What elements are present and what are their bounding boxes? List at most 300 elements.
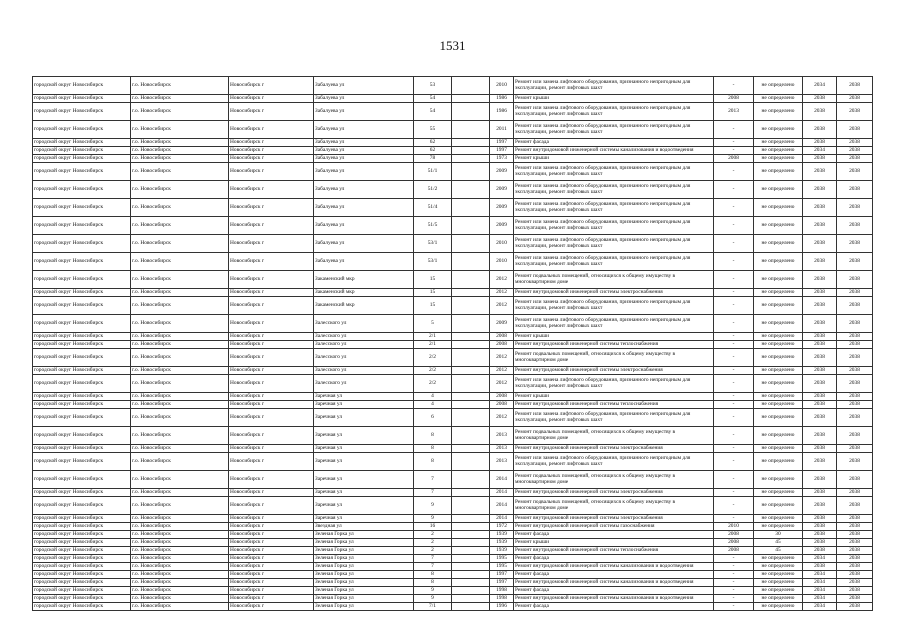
plan-end-cell: 2038	[837, 235, 873, 253]
municipality-cell: городской округ Новосибирск	[33, 139, 131, 147]
street-cell: Зеленая Горка ул	[314, 603, 414, 611]
city-cell: Новосибирск г	[229, 595, 314, 603]
district-cell: г.о. Новосибирск	[131, 95, 229, 103]
table-row	[33, 349, 873, 367]
city-cell: Новосибирск г	[229, 253, 314, 271]
city-cell: Новосибирск г	[229, 471, 314, 489]
last-repair-year-cell: 2008	[714, 155, 754, 163]
table-row	[33, 341, 873, 349]
street-cell: Зеленая Горка ул	[314, 531, 414, 539]
last-repair-year-cell: -	[714, 579, 754, 587]
plan-start-cell: 2038	[803, 515, 837, 523]
city-cell: Новосибирск г	[229, 401, 314, 409]
extra-cell	[452, 579, 490, 587]
district-cell: г.о. Новосибирск	[131, 523, 229, 531]
city-cell: Новосибирск г	[229, 603, 314, 611]
last-repair-year-cell: -	[714, 77, 754, 95]
municipality-cell: городской округ Новосибирск	[33, 121, 131, 139]
municipality-cell: городской округ Новосибирск	[33, 471, 131, 489]
plan-start-cell: 2038	[803, 199, 837, 217]
work-type-cell: Ремонт или замена лифтового оборудования, признанного непригодным для эксплуатации, ремонт лифтовых шахт	[514, 375, 714, 393]
extra-cell	[452, 199, 490, 217]
build-year-cell: 2010	[490, 235, 514, 253]
municipality-cell: городской округ Новосибирск	[33, 523, 131, 531]
street-cell: Забалуева ул	[314, 163, 414, 181]
house-number-cell: 62	[414, 147, 452, 155]
house-number-cell: 16	[414, 523, 452, 531]
wear-cell: не определено	[754, 393, 803, 401]
house-number-cell: 8	[414, 427, 452, 445]
city-cell: Новосибирск г	[229, 453, 314, 471]
city-cell: Новосибирск г	[229, 497, 314, 515]
district-cell: г.о. Новосибирск	[131, 453, 229, 471]
last-repair-year-cell: -	[714, 333, 754, 341]
plan-start-cell: 2038	[803, 139, 837, 147]
capital-repair-table	[32, 76, 873, 611]
city-cell: Новосибирск г	[229, 523, 314, 531]
last-repair-year-cell: -	[714, 349, 754, 367]
district-cell: г.о. Новосибирск	[131, 445, 229, 453]
plan-end-cell: 2038	[837, 515, 873, 523]
last-repair-year-cell: -	[714, 181, 754, 199]
plan-start-cell: 2038	[803, 289, 837, 297]
plan-start-cell: 2034	[803, 579, 837, 587]
city-cell: Новосибирск г	[229, 579, 314, 587]
work-type-cell: Ремонт фасада	[514, 139, 714, 147]
table-row	[33, 531, 873, 539]
plan-start-cell: 2034	[803, 603, 837, 611]
house-number-cell: 53	[414, 77, 452, 95]
extra-cell	[452, 409, 490, 427]
build-year-cell: 1972	[490, 523, 514, 531]
city-cell: Новосибирск г	[229, 341, 314, 349]
extra-cell	[452, 333, 490, 341]
last-repair-year-cell: -	[714, 163, 754, 181]
municipality-cell: городской округ Новосибирск	[33, 595, 131, 603]
table-row	[33, 427, 873, 445]
extra-cell	[452, 497, 490, 515]
wear-cell: не определено	[754, 453, 803, 471]
work-type-cell: Ремонт или замена лифтового оборудования, признанного непригодным для эксплуатации, ремонт лифтовых шахт	[514, 199, 714, 217]
last-repair-year-cell: 2013	[714, 103, 754, 121]
build-year-cell: 1973	[490, 155, 514, 163]
city-cell: Новосибирск г	[229, 235, 314, 253]
extra-cell	[452, 95, 490, 103]
plan-start-cell: 2038	[803, 375, 837, 393]
plan-start-cell: 2034	[803, 555, 837, 563]
last-repair-year-cell: -	[714, 603, 754, 611]
municipality-cell: городской округ Новосибирск	[33, 349, 131, 367]
plan-end-cell: 2038	[837, 531, 873, 539]
district-cell: г.о. Новосибирск	[131, 271, 229, 289]
street-cell: Забалуева ул	[314, 147, 414, 155]
work-type-cell: Ремонт крыши	[514, 155, 714, 163]
wear-cell: не определено	[754, 199, 803, 217]
city-cell: Новосибирск г	[229, 515, 314, 523]
wear-cell: не определено	[754, 77, 803, 95]
last-repair-year-cell: -	[714, 367, 754, 375]
extra-cell	[452, 453, 490, 471]
city-cell: Новосибирск г	[229, 587, 314, 595]
table-row	[33, 271, 873, 289]
plan-start-cell: 2034	[803, 571, 837, 579]
extra-cell	[452, 181, 490, 199]
build-year-cell: 1995	[490, 555, 514, 563]
wear-cell: не определено	[754, 595, 803, 603]
build-year-cell: 1939	[490, 547, 514, 555]
work-type-cell: Ремонт крыши	[514, 333, 714, 341]
plan-start-cell: 2038	[803, 349, 837, 367]
work-type-cell: Ремонт подвальных помещений, относящихся к общему имуществу в многоквартирном доме	[514, 471, 714, 489]
work-type-cell: Ремонт или замена лифтового оборудования, признанного непригодным для эксплуатации, ремонт лифтовых шахт	[514, 181, 714, 199]
build-year-cell: 2014	[490, 471, 514, 489]
table-row	[33, 155, 873, 163]
table-row	[33, 139, 873, 147]
plan-end-cell: 2038	[837, 497, 873, 515]
work-type-cell: Ремонт подвальных помещений, относящихся к общему имуществу в многоквартирном доме	[514, 349, 714, 367]
municipality-cell: городской округ Новосибирск	[33, 563, 131, 571]
house-number-cell: 7	[414, 489, 452, 497]
build-year-cell: 2014	[490, 489, 514, 497]
district-cell: г.о. Новосибирск	[131, 367, 229, 375]
work-type-cell: Ремонт внутридомовой инженерной системы электроснабжения	[514, 289, 714, 297]
build-year-cell: 1996	[490, 603, 514, 611]
district-cell: г.о. Новосибирск	[131, 349, 229, 367]
wear-cell: не определено	[754, 315, 803, 333]
last-repair-year-cell: -	[714, 235, 754, 253]
city-cell: Новосибирск г	[229, 563, 314, 571]
last-repair-year-cell: -	[714, 297, 754, 315]
last-repair-year-cell: -	[714, 409, 754, 427]
work-type-cell: Ремонт или замена лифтового оборудования, признанного непригодным для эксплуатации, ремонт лифтовых шахт	[514, 253, 714, 271]
city-cell: Новосибирск г	[229, 147, 314, 155]
work-type-cell: Ремонт внутридомовой инженерной системы электроснабжения	[514, 515, 714, 523]
plan-start-cell: 2038	[803, 95, 837, 103]
municipality-cell: городской округ Новосибирск	[33, 497, 131, 515]
plan-start-cell: 2038	[803, 217, 837, 235]
district-cell: г.о. Новосибирск	[131, 427, 229, 445]
district-cell: г.о. Новосибирск	[131, 603, 229, 611]
table-row	[33, 579, 873, 587]
plan-end-cell: 2038	[837, 253, 873, 271]
build-year-cell: 1997	[490, 579, 514, 587]
street-cell: Заречная ул	[314, 489, 414, 497]
street-cell: Закаменский мкр	[314, 289, 414, 297]
last-repair-year-cell: -	[714, 489, 754, 497]
table-row	[33, 367, 873, 375]
city-cell: Новосибирск г	[229, 489, 314, 497]
municipality-cell: городской округ Новосибирск	[33, 515, 131, 523]
last-repair-year-cell: -	[714, 147, 754, 155]
plan-end-cell: 2038	[837, 547, 873, 555]
district-cell: г.о. Новосибирск	[131, 333, 229, 341]
last-repair-year-cell: -	[714, 555, 754, 563]
plan-end-cell: 2038	[837, 453, 873, 471]
build-year-cell: 2012	[490, 349, 514, 367]
wear-cell: не определено	[754, 349, 803, 367]
build-year-cell: 1986	[490, 95, 514, 103]
plan-start-cell: 2038	[803, 367, 837, 375]
extra-cell	[452, 163, 490, 181]
work-type-cell: Ремонт или замена лифтового оборудования, признанного непригодным для эксплуатации, ремонт лифтовых шахт	[514, 297, 714, 315]
district-cell: г.о. Новосибирск	[131, 531, 229, 539]
district-cell: г.о. Новосибирск	[131, 547, 229, 555]
plan-start-cell: 2038	[803, 121, 837, 139]
table-row	[33, 217, 873, 235]
build-year-cell: 2013	[490, 427, 514, 445]
work-type-cell: Ремонт фасада	[514, 571, 714, 579]
district-cell: г.о. Новосибирск	[131, 139, 229, 147]
wear-cell: не определено	[754, 217, 803, 235]
wear-cell: не определено	[754, 409, 803, 427]
build-year-cell: 1997	[490, 571, 514, 579]
house-number-cell: 7/1	[414, 603, 452, 611]
municipality-cell: городской округ Новосибирск	[33, 155, 131, 163]
municipality-cell: городской округ Новосибирск	[33, 147, 131, 155]
plan-start-cell: 2038	[803, 315, 837, 333]
house-number-cell: 15	[414, 297, 452, 315]
last-repair-year-cell: -	[714, 595, 754, 603]
city-cell: Новосибирск г	[229, 375, 314, 393]
municipality-cell: городской округ Новосибирск	[33, 579, 131, 587]
plan-start-cell: 2038	[803, 547, 837, 555]
table-row	[33, 409, 873, 427]
house-number-cell: 2/2	[414, 375, 452, 393]
plan-start-cell: 2038	[803, 401, 837, 409]
municipality-cell: городской округ Новосибирск	[33, 531, 131, 539]
municipality-cell: городской округ Новосибирск	[33, 539, 131, 547]
plan-end-cell: 2038	[837, 445, 873, 453]
work-type-cell: Ремонт внутридомовой инженерной системы теплоснабжения	[514, 547, 714, 555]
municipality-cell: городской округ Новосибирск	[33, 341, 131, 349]
table-row	[33, 121, 873, 139]
work-type-cell: Ремонт фасада	[514, 531, 714, 539]
municipality-cell: городской округ Новосибирск	[33, 571, 131, 579]
house-number-cell: 62	[414, 139, 452, 147]
build-year-cell: 2012	[490, 367, 514, 375]
municipality-cell: городской округ Новосибирск	[33, 603, 131, 611]
plan-end-cell: 2038	[837, 341, 873, 349]
street-cell: Залесского ул	[314, 367, 414, 375]
municipality-cell: городской округ Новосибирск	[33, 393, 131, 401]
municipality-cell: городской округ Новосибирск	[33, 77, 131, 95]
table-row	[33, 77, 873, 95]
plan-end-cell: 2038	[837, 489, 873, 497]
extra-cell	[452, 235, 490, 253]
wear-cell: не определено	[754, 523, 803, 531]
plan-end-cell: 2038	[837, 539, 873, 547]
municipality-cell: городской округ Новосибирск	[33, 555, 131, 563]
last-repair-year-cell: 2008	[714, 539, 754, 547]
work-type-cell: Ремонт или замена лифтового оборудования, признанного непригодным для эксплуатации, ремонт лифтовых шахт	[514, 163, 714, 181]
work-type-cell: Ремонт подвальных помещений, относящихся к общему имуществу в многоквартирном доме	[514, 271, 714, 289]
municipality-cell: городской округ Новосибирск	[33, 95, 131, 103]
city-cell: Новосибирск г	[229, 333, 314, 341]
work-type-cell: Ремонт или замена лифтового оборудования, признанного непригодным для эксплуатации, ремонт лифтовых шахт	[514, 235, 714, 253]
street-cell: Заречная ул	[314, 471, 414, 489]
work-type-cell: Ремонт внутридомовой инженерной системы газоснабжения	[514, 523, 714, 531]
street-cell: Зеленая Горка ул	[314, 547, 414, 555]
wear-cell: не определено	[754, 367, 803, 375]
street-cell: Забалуева ул	[314, 77, 414, 95]
work-type-cell: Ремонт или замена лифтового оборудования, признанного непригодным для эксплуатации, ремонт лифтовых шахт	[514, 315, 714, 333]
last-repair-year-cell: 2010	[714, 523, 754, 531]
build-year-cell: 2012	[490, 375, 514, 393]
plan-end-cell: 2038	[837, 409, 873, 427]
street-cell: Забалуева ул	[314, 199, 414, 217]
work-type-cell: Ремонт внутридомовой инженерной системы канализования и водоотведения	[514, 147, 714, 155]
extra-cell	[452, 297, 490, 315]
municipality-cell: городской округ Новосибирск	[33, 181, 131, 199]
district-cell: г.о. Новосибирск	[131, 587, 229, 595]
build-year-cell: 1939	[490, 539, 514, 547]
plan-end-cell: 2038	[837, 333, 873, 341]
street-cell: Зеленая Горка ул	[314, 571, 414, 579]
house-number-cell: 9	[414, 587, 452, 595]
district-cell: г.о. Новосибирск	[131, 163, 229, 181]
wear-cell: не определено	[754, 427, 803, 445]
plan-end-cell: 2038	[837, 217, 873, 235]
city-cell: Новосибирск г	[229, 181, 314, 199]
build-year-cell: 2012	[490, 271, 514, 289]
district-cell: г.о. Новосибирск	[131, 147, 229, 155]
street-cell: Заречная ул	[314, 401, 414, 409]
work-type-cell: Ремонт или замена лифтового оборудования, признанного непригодным для эксплуатации, ремонт лифтовых шахт	[514, 103, 714, 121]
plan-end-cell: 2038	[837, 139, 873, 147]
extra-cell	[452, 489, 490, 497]
table-row	[33, 103, 873, 121]
house-number-cell: 15	[414, 271, 452, 289]
street-cell: Забалуева ул	[314, 103, 414, 121]
plan-end-cell: 2038	[837, 349, 873, 367]
extra-cell	[452, 539, 490, 547]
wear-cell: не определено	[754, 445, 803, 453]
table-row	[33, 333, 873, 341]
wear-cell: не определено	[754, 515, 803, 523]
plan-start-cell: 2034	[803, 587, 837, 595]
district-cell: г.о. Новосибирск	[131, 401, 229, 409]
wear-cell: не определено	[754, 289, 803, 297]
work-type-cell: Ремонт или замена лифтового оборудования, признанного непригодным для эксплуатации, ремонт лифтовых шахт	[514, 453, 714, 471]
house-number-cell: 53/1	[414, 253, 452, 271]
wear-cell: не определено	[754, 587, 803, 595]
extra-cell	[452, 555, 490, 563]
last-repair-year-cell: -	[714, 199, 754, 217]
street-cell: Закаменский мкр	[314, 271, 414, 289]
last-repair-year-cell: 2008	[714, 547, 754, 555]
street-cell: Забалуева ул	[314, 235, 414, 253]
plan-start-cell: 2038	[803, 445, 837, 453]
build-year-cell: 2010	[490, 77, 514, 95]
table-row	[33, 603, 873, 611]
last-repair-year-cell: -	[714, 341, 754, 349]
work-type-cell: Ремонт подвальных помещений, относящихся к общему имуществу в многоквартирном доме	[514, 427, 714, 445]
build-year-cell: 1995	[490, 563, 514, 571]
wear-cell: не определено	[754, 121, 803, 139]
last-repair-year-cell: -	[714, 375, 754, 393]
plan-start-cell: 2038	[803, 235, 837, 253]
municipality-cell: городской округ Новосибирск	[33, 453, 131, 471]
plan-end-cell: 2038	[837, 121, 873, 139]
work-type-cell: Ремонт внутридомовой инженерной системы канализования и водоотведения	[514, 595, 714, 603]
house-number-cell: 51/2	[414, 181, 452, 199]
plan-end-cell: 2038	[837, 367, 873, 375]
plan-start-cell: 2038	[803, 341, 837, 349]
extra-cell	[452, 427, 490, 445]
house-number-cell: 7	[414, 555, 452, 563]
plan-end-cell: 2038	[837, 579, 873, 587]
plan-end-cell: 2038	[837, 603, 873, 611]
street-cell: Забалуева ул	[314, 253, 414, 271]
wear-cell: не определено	[754, 555, 803, 563]
last-repair-year-cell: -	[714, 121, 754, 139]
table-row	[33, 453, 873, 471]
work-type-cell: Ремонт или замена лифтового оборудования, признанного непригодным для эксплуатации, ремонт лифтовых шахт	[514, 77, 714, 95]
street-cell: Закаменский мкр	[314, 297, 414, 315]
work-type-cell: Ремонт или замена лифтового оборудования, признанного непригодным для эксплуатации, ремонт лифтовых шахт	[514, 409, 714, 427]
last-repair-year-cell: 2008	[714, 531, 754, 539]
last-repair-year-cell: -	[714, 563, 754, 571]
build-year-cell: 2012	[490, 409, 514, 427]
extra-cell	[452, 547, 490, 555]
build-year-cell: 2014	[490, 497, 514, 515]
table-row	[33, 393, 873, 401]
table-row	[33, 401, 873, 409]
city-cell: Новосибирск г	[229, 571, 314, 579]
work-type-cell: Ремонт крыши	[514, 539, 714, 547]
table-row	[33, 163, 873, 181]
district-cell: г.о. Новосибирск	[131, 515, 229, 523]
city-cell: Новосибирск г	[229, 393, 314, 401]
extra-cell	[452, 77, 490, 95]
street-cell: Зеленая Горка ул	[314, 539, 414, 547]
extra-cell	[452, 603, 490, 611]
plan-start-cell: 2038	[803, 409, 837, 427]
district-cell: г.о. Новосибирск	[131, 539, 229, 547]
last-repair-year-cell: -	[714, 217, 754, 235]
street-cell: Заречная ул	[314, 453, 414, 471]
extra-cell	[452, 121, 490, 139]
district-cell: г.о. Новосибирск	[131, 375, 229, 393]
build-year-cell: 1939	[490, 531, 514, 539]
table-row	[33, 571, 873, 579]
plan-start-cell: 2038	[803, 497, 837, 515]
plan-end-cell: 2038	[837, 555, 873, 563]
table-row	[33, 375, 873, 393]
street-cell: Звездная ул	[314, 523, 414, 531]
table-row	[33, 471, 873, 489]
plan-end-cell: 2038	[837, 315, 873, 333]
last-repair-year-cell: -	[714, 515, 754, 523]
plan-end-cell: 2038	[837, 427, 873, 445]
last-repair-year-cell: -	[714, 253, 754, 271]
city-cell: Новосибирск г	[229, 297, 314, 315]
plan-start-cell: 2038	[803, 297, 837, 315]
plan-end-cell: 2038	[837, 199, 873, 217]
work-type-cell: Ремонт или замена лифтового оборудования, признанного непригодным для эксплуатации, ремонт лифтовых шахт	[514, 217, 714, 235]
municipality-cell: городской округ Новосибирск	[33, 199, 131, 217]
district-cell: г.о. Новосибирск	[131, 595, 229, 603]
municipality-cell: городской округ Новосибирск	[33, 253, 131, 271]
street-cell: Заречная ул	[314, 409, 414, 427]
work-type-cell: Ремонт внутридомовой инженерной системы канализования и водоотведения	[514, 579, 714, 587]
extra-cell	[452, 471, 490, 489]
last-repair-year-cell: -	[714, 271, 754, 289]
table-row	[33, 297, 873, 315]
wear-cell: не определено	[754, 271, 803, 289]
extra-cell	[452, 375, 490, 393]
extra-cell	[452, 531, 490, 539]
